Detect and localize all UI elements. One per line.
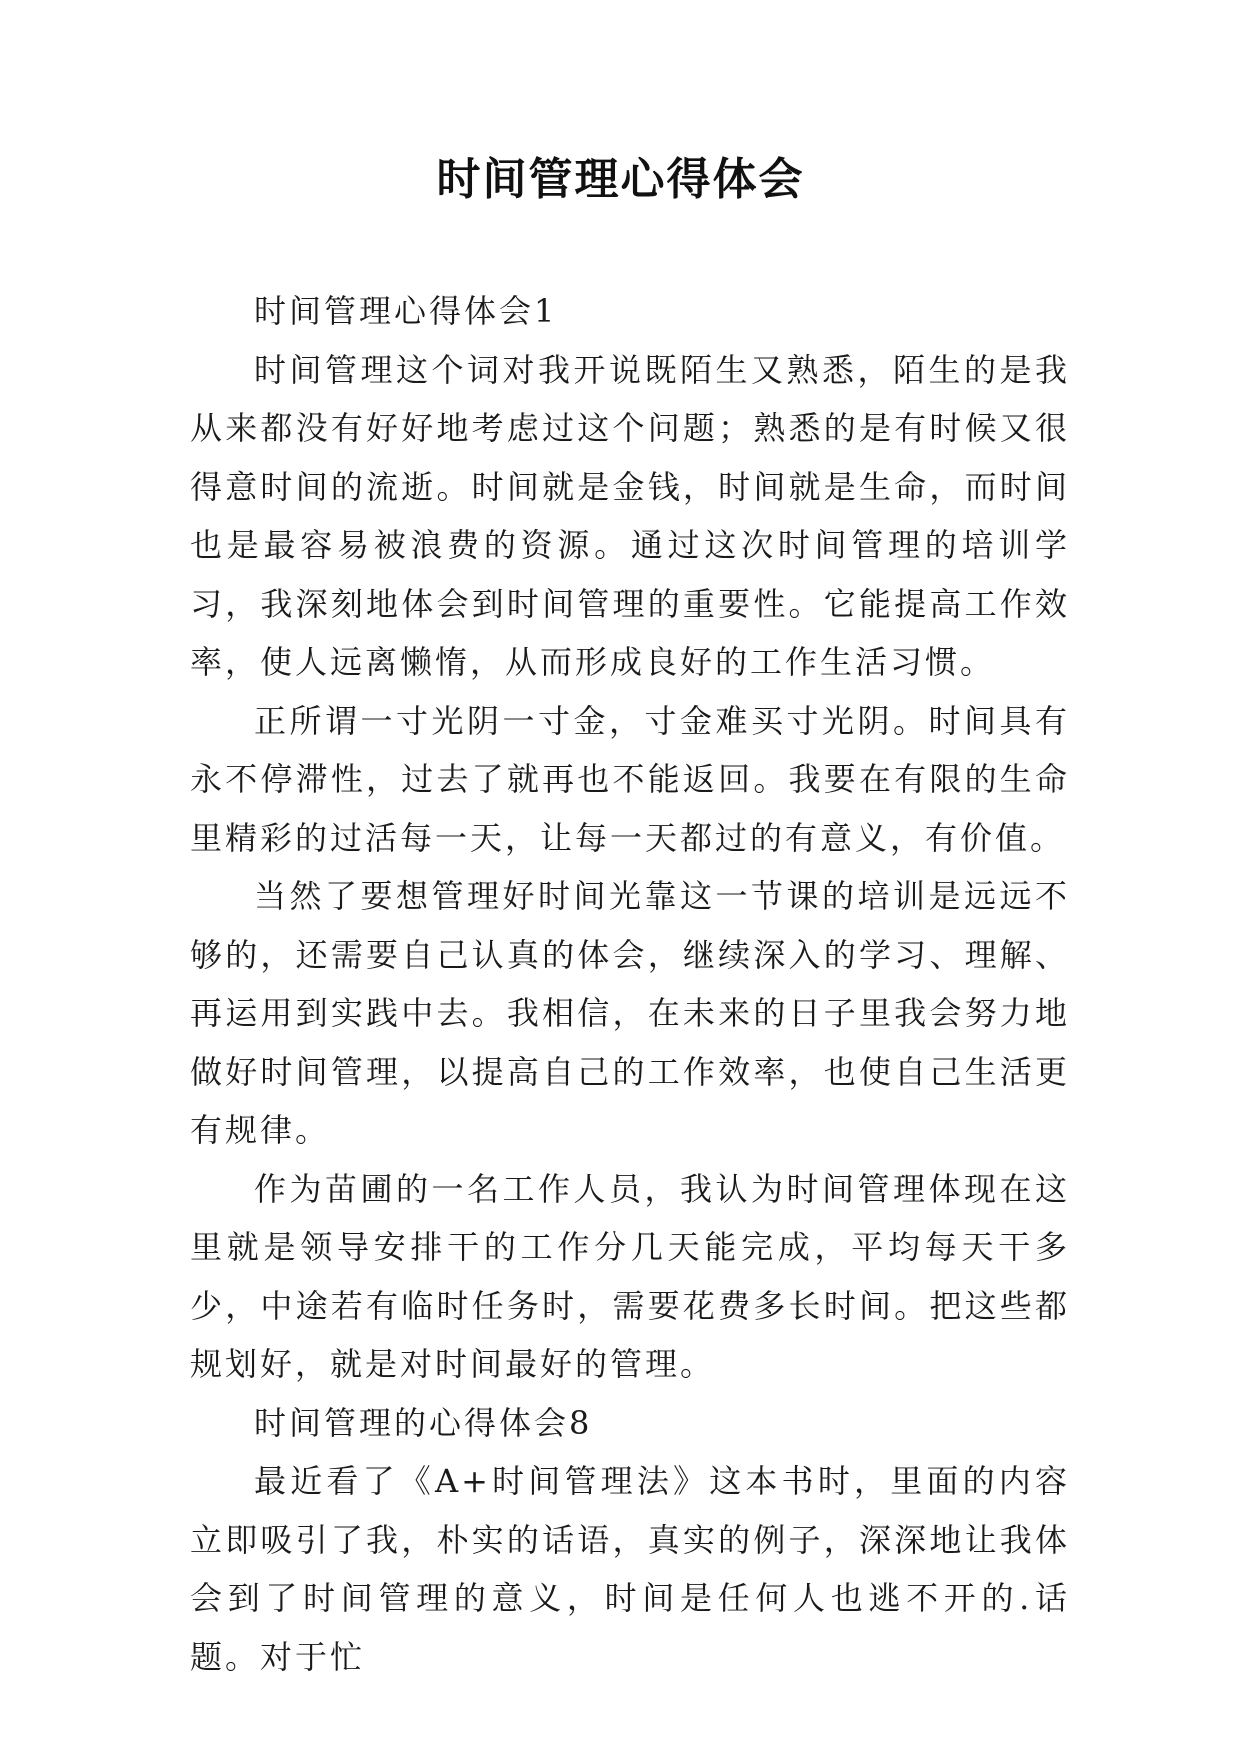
paragraph: 当然了要想管理好时间光靠这一节课的培训是远远不够的，还需要自己认真的体会，继续深入的学习、理解、再运用到实践中去。我相信，在未来的日子里我会努力地做好时间管理，以提高自己的工作效率，也使自己生活更有规律。 (190, 877, 1070, 1149)
document-title: 时间管理心得体会 (436, 154, 805, 205)
section-heading-1: 时间管理心得体会1 (254, 292, 558, 330)
paragraph: 最近看了《A+时间管理法》这本书时，里面的内容立即吸引了我，朴实的话语，真实的例子，深深地让我体会到了时间管理的意义，时间是任何人也逃不开的.话题。对于忙 (190, 1462, 1070, 1676)
paragraph: 作为苗圃的一名工作人员，我认为时间管理体现在这里就是领导安排干的工作分几天能完成，平均每天干多少，中途若有临时任务时，需要花费多长时间。把这些都规划好，就是对时间最好的管理。 (190, 1169, 1070, 1383)
document-body (190, 282, 1070, 1686)
paragraph: 正所谓一寸光阴一寸金，寸金难买寸光阴。时间具有永不停滞性，过去了就再也不能返回。我要在有限的生命里精彩的过活每一天，让每一天都过的有意义，有价值。 (190, 701, 1070, 857)
paragraph: 时间管理这个词对我开说既陌生又熟悉，陌生的是我从来都没有好好地考虑过这个问题；熟悉的是有时候又很得意时间的流逝。时间就是金钱，时间就是生命，而时间也是最容易被浪费的资源。通过这次时间管理的培训学习，我深刻地体会到时间管理的重要性。它能提高工作效率，使人远离懒惰，从而形成良好的工作生活习惯。 (190, 350, 1070, 681)
section-heading-8: 时间管理的心得体会8 (254, 1403, 593, 1442)
